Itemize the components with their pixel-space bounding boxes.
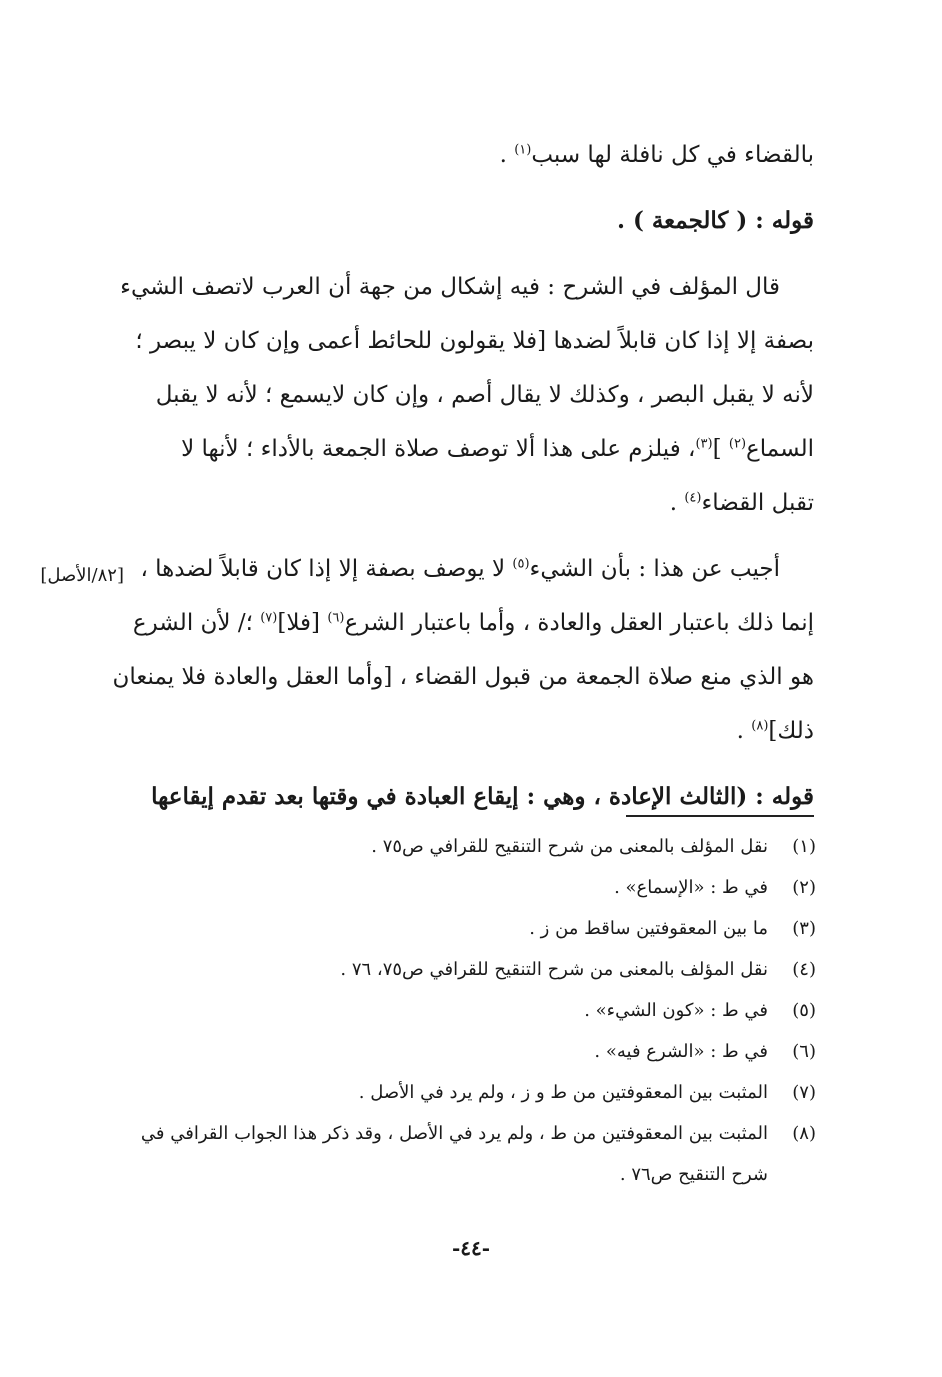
page-number: -٤٤- (451, 1236, 491, 1260)
footnote-item: (١) نقل المؤلف بالمعنى من شرح التنقيح للقرافي ص٧٥ . (371, 836, 816, 857)
footnote-ref-2[interactable]: (٢) (728, 436, 747, 452)
footnote-ref-1[interactable]: (١) (514, 142, 532, 158)
footnote-divider (626, 815, 814, 817)
footnote-item: (٤) نقل المؤلف بالمعنى من شرح التنقيح للقرافي ص٧٥، ٧٦ . (340, 959, 816, 980)
footnote-item: (٨) المثبت بين المعقوفتين من ط ، ولم يرد في الأصل ، وقد ذكر هذا الجواب القرافي في شرح التنقيح ص٧٦ . (140, 1123, 816, 1185)
footnote-ref-7[interactable]: (٧) (260, 610, 278, 626)
footnote-ref-6[interactable]: (٦) (327, 610, 345, 626)
paragraph-3: أجيب عن هذا : بأن الشيء$^{(٥)}$ لا يوصف بصفة إلا إذا كان قابلاً لضدها ، إنما ذلك باعتبار العقل والعادة ، وأما باعتبار الشرع$^{(٦)}$ [فلا]$^{(٧)}$ ؛/ لأن الشرع هو الذي منع صلاة الجمعة من قبول القضاء ، [وأما العقل والعادة فلا يمنعان ذلك]$^{(٨)}$ . (112, 556, 814, 744)
paragraph-1: بالقضاء في كل نافلة لها سبب$^{(١)}$ . (499, 142, 814, 168)
footnote-ref-5[interactable]: (٥) (512, 556, 530, 572)
footnote-ref-8[interactable]: (٨) (751, 718, 769, 734)
footnote-item: (٥) في ط : «كون الشيء» . (584, 1000, 816, 1021)
footnote-ref-4[interactable]: (٤) (684, 490, 702, 506)
paragraph-2: قال المؤلف في الشرح : فيه إشكال من جهة أن العرب لاتصف الشيء بصفة إلا إذا كان قابلاً لضدها [فلا يقولون للحائط أعمى وإن كان لا يبصر ؛ لأنه لا يقبل البصر ، وكذلك لا يقال أصم ، وإن كان لايسمع ؛ لأنه لا يقبل السماع$^{(٢)}$ ]$^{(٣)}$، فيلزم على هذا ألا توصف صلاة الجمعة بالأداء ؛ لأنها لا تقبل القضاء$^{(٤)}$ . (120, 274, 814, 516)
footnotes-section (116, 826, 816, 1195)
footnote-ref-3[interactable]: (٣) (695, 436, 713, 452)
footnote-item: (٧) المثبت بين المعقوفتين من ط و ز ، ولم يرد في الأصل . (358, 1082, 816, 1103)
footnote-item: (٢) في ط : «الإسماع» . (614, 877, 816, 898)
heading-third-iada: قوله : (الثالث الإعادة ، وهي : إيقاع العبادة في وقتها بعد تقدم إيقاعها (151, 783, 814, 810)
heading-kal-jumua: قوله : ( كالجمعة ) . (616, 207, 814, 234)
margin-page-reference: [٨٢/الأصل] (40, 565, 124, 586)
footnote-item: (٣) ما بين المعقوفتين ساقط من ز . (529, 918, 816, 939)
main-text (114, 128, 814, 824)
footnote-item: (٦) في ط : «الشرع فيه» . (594, 1041, 816, 1062)
